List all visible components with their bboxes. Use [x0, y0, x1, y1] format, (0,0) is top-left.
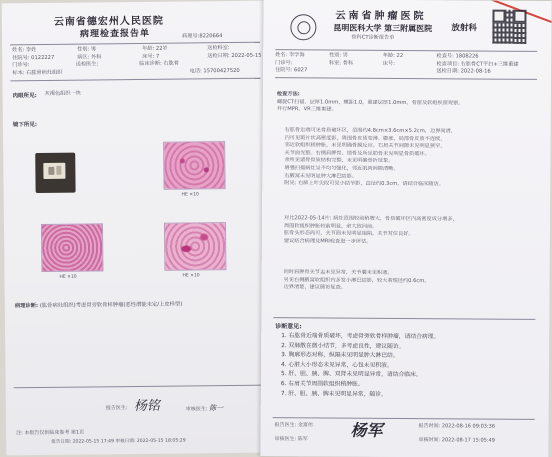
- findings-block-2: 对比2022-05-14片: 病灶范围较前稍增大，骨质破坏区内高密度成分增多， 周围软组织肿胀较前明显，余大致同前。 肱骨头形态尚可，关节面未见明显塌陷，关节对位良好。 建议结合病理及MRI检查进一步评估。: [283, 215, 458, 245]
- impression-item: 5. 肝、胆、胰、脾、双肾未见明显异常，请结合临床。: [280, 371, 422, 379]
- diagnosis-line: 病理诊断: (肱骨病灶组织)考虑骨旁软骨样肿瘤(恶性潜能未定/上皮样型): [14, 301, 183, 310]
- micrograph-1: [163, 141, 225, 190]
- impression-item: 1. 右肱骨近端骨质破坏，考虑骨旁软骨样肿瘤，请结合病理。: [281, 333, 440, 341]
- findings-block-1: 右肱骨近端可见骨质破坏区，范围约4.8cm×3.6cm×5.2cm，边界尚清， 内可见斑片状高密度影，周围骨皮质变薄、膨胀，局部骨皮质不连续， 邻近软组织稍肿胀，未见明确骨膜反应。右肩关节间隙未见明显狭窄， 关节面光整。右侧肩胛骨、锁骨及所见肋骨未见明显骨质破坏。 余所见诸骨骨质结构完整，未见明确骨折征象。 增强扫描病灶呈不均匀强化，邻近肌肉间隙清晰。 右腋窝未见明显肿大淋巴结影。 附见: 右肺上叶尖段可见小结节影，直径约0.3cm，请结合临床随访。: [284, 127, 456, 188]
- ct-handwritten-signature: 杨军: [350, 420, 383, 440]
- ct-info-row: 门诊号: 科室: 骨科 床号: 检查项目: 右肱骨CT平扫+三维重建: [275, 59, 519, 68]
- ct-report-doctor: 报告医生: 金富伟: [274, 422, 313, 429]
- pathology-number: 病理号:8220664: [181, 33, 223, 40]
- right-hospital-name: 云南省肿瘤医院: [335, 10, 427, 23]
- impression-item: 4. 心脏大小形态未见异常，心包未见积液。: [281, 361, 393, 369]
- ct-report-sheet: [260, 0, 551, 457]
- info-row: 标本: 右肱骨病灶组织 电话: 15700427520: [12, 67, 240, 76]
- micrograph-3-caption: HE ×10: [182, 273, 200, 279]
- micrograph-2-caption: HE ×10: [59, 274, 77, 280]
- footer-dates: 报告日期: 2022-05-15 17:49 审核日期: 2022-05-15 18:05:29: [51, 438, 186, 445]
- micrograph-2: [41, 223, 103, 272]
- ct-footer-divider: [273, 417, 535, 420]
- left-report-title: 病理检查报告单: [79, 28, 151, 40]
- impression-item: 7. 肝、胆、胰、脾未见明显异常，随诊。: [280, 390, 387, 398]
- specimen-photo: [35, 153, 75, 193]
- pathology-report-sheet: [2, 1, 273, 456]
- footer-divider: [14, 385, 264, 389]
- ct-info-row: 住院号: 6027 送检日期: 2022-08-16: [275, 67, 491, 75]
- left-hospital-name: 云南省德宏州人民医院: [53, 15, 164, 28]
- ct-fields-divider: [275, 77, 537, 80]
- impression-label: 诊断意见:: [275, 323, 302, 331]
- ct-patient-fields: [275, 52, 537, 76]
- impression-item: 3. 胸廓形态对称，纵隔未见明显肿大淋巴结。: [281, 352, 399, 360]
- micro-section-label: 镜下所见:: [12, 122, 38, 129]
- hospital-logo-icon: [290, 14, 316, 40]
- ct-review-time: 审核时间: 2022-08-17 15:05:49: [418, 437, 495, 444]
- ct-review-doctor: 审核医生: 陈军: [274, 436, 308, 443]
- impression-item: 6. 右肩关节周围软组织稍肿胀。: [280, 381, 364, 388]
- micrograph-1-caption: HE ×10: [181, 192, 199, 198]
- impression-list: [281, 332, 440, 400]
- info-row: 门诊号: 送检医生: 临床诊断: 右肱骨: [12, 60, 179, 69]
- info-row: 姓名: 李姓 性别: 男 年龄: 22岁 送检科室:: [12, 45, 230, 54]
- report-doctor-label: 报告医生:: [105, 405, 128, 412]
- ct-report-title: 骨科CT诊断报告单: [351, 34, 395, 41]
- report-doctor-signature: 杨铭: [133, 398, 160, 415]
- right-hospital-subname: 昆明医科大学 第三附属医院: [333, 22, 433, 34]
- findings-block-3: 同时肩胛骨关节盂未见异常，关节囊未见积液。 另见右侧腋窝软组织内多发小淋巴结影，较大者短径约0.6cm， 边界清楚，建议随访复查。: [283, 269, 430, 291]
- department-name: 放射科: [451, 23, 477, 34]
- reviewer-label: 审核医生: 陈一: [185, 404, 224, 413]
- technique-block: 检查方法: 螺旋CT扫描，层厚1.0mm，螺距1.0，重建层厚1.0mm，骨窗及软组织窗观察。 并行MPR、VR三维重建。: [276, 91, 464, 113]
- fields-divider: [10, 78, 260, 82]
- ct-info-row: 姓名: 李学海 性别: 男 年龄: 22 检查号: 1808226: [275, 52, 479, 60]
- gross-section-label: 肉眼所见:: [12, 93, 37, 100]
- gross-text: 灰褐色组织一块: [44, 90, 81, 97]
- info-row: 住院号: 0122227 病区: 外科 床号: 7 送检日期: 2022-05-15: [12, 52, 262, 61]
- impression-item: 2. 双肺散在微小结节，多考虑良性，建议随访。: [281, 342, 405, 350]
- impression-divider: [273, 317, 535, 320]
- patient-info-fields: [12, 45, 262, 78]
- diagnosis-text: (肱骨病灶组织)考虑骨旁软骨样肿瘤(恶性潜能未定/上皮样型): [39, 301, 183, 310]
- footer-note: 注: 本报告仅供临床参考 第1页: [16, 429, 85, 437]
- ct-report-time: 报告时间: 2022-08-16 09:03:36: [418, 423, 496, 430]
- qr-code-icon: [492, 10, 526, 44]
- micrograph-3: [164, 222, 226, 271]
